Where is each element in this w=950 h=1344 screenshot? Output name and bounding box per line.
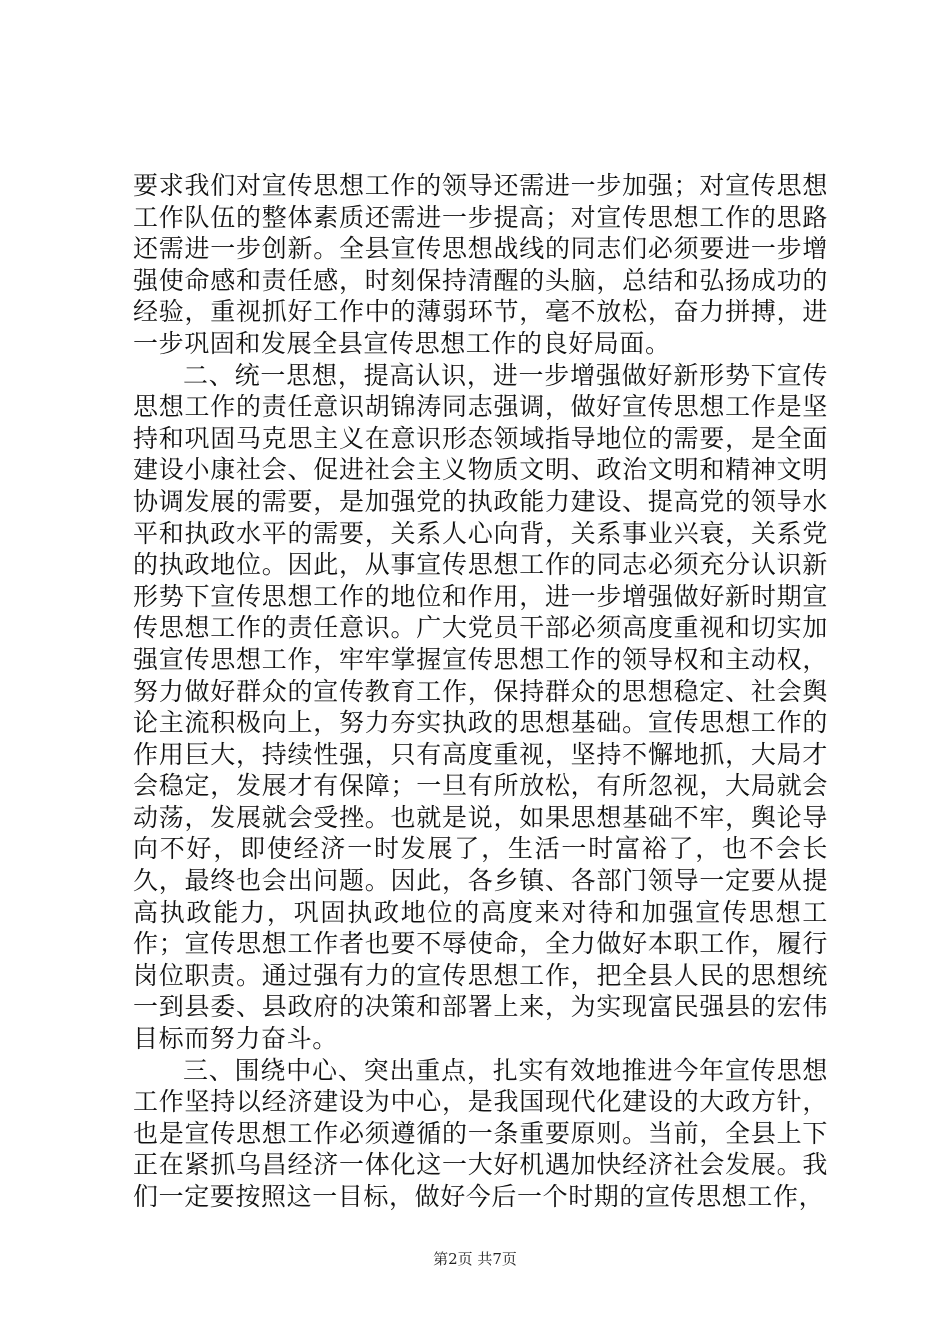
paragraph-section-two: 二、统一思想，提高认识，进一步增强做好新形势下宣传思想工作的责任意识胡锦涛同志强调，做好宣传思想工作是坚持和巩固马克思主义在意识形态领域指导地位的需要，是全面建设小康社会、促进社会主义物质文明、政治文明和精神文明协调发展的需要，是加强党的执政能力建设、提高党的领导水平和执政水平的需要，关系人心向背，关系事业兴衰，关系党的执政地位。因此，从事宣传思想工作的同志必须充分认识新形势下宣传思想工作的地位和作用，进一步增强做好新时期宣传思想工作的责任意识。广大党员干部必须高度重视和切实加强宣传思想工作，牢牢掌握宣传思想工作的领导权和主动权，努力做好群众的宣传教育工作，保持群众的思想稳定、社会舆论主流积极向上，努力夯实执政的思想基础。宣传思想工作的作用巨大，持续性强，只有高度重视，坚持不懈地抓，大局才会稳定，发展才有保障；一旦有所放松，有所忽视，大局就会动荡，发展就会受挫。也就是说，如果思想基础不牢，舆论导向不好，即使经济一时发展了，生活一时富裕了，也不会长久，最终也会出问题。因此，各乡镇、各部门领导一定要从提高执政能力，巩固执政地位的高度来对待和加强宣传思想工作；宣传思想工作者也要不辱使命，全力做好本职工作，履行岗位职责。通过强有力的宣传思想工作，把全县人民的思想统一到县委、县政府的决策和部署上来，为实现富民强县的宏伟目标而努力奋斗。 (133, 360, 828, 1054)
document-body (133, 170, 828, 1213)
page-number-footer: 第2页 共7页 (433, 1250, 517, 1268)
paragraph-section-three: 三、围绕中心、突出重点，扎实有效地推进今年宣传思想工作坚持以经济建设为中心，是我国现代化建设的大政方针，也是宣传思想工作必须遵循的一条重要原则。当前，全县上下正在紧抓乌昌经济一体化这一大好机遇加快经济社会发展。我们一定要按照这一目标，做好今后一个时期的宣传思想工作， (133, 1055, 828, 1211)
paragraph-continuation: 要求我们对宣传思想工作的领导还需进一步加强；对宣传思想工作队伍的整体素质还需进一步提高；对宣传思想工作的思路还需进一步创新。全县宣传思想战线的同志们必须要进一步增强使命感和责任感，时刻保持清醒的头脑，总结和弘扬成功的经验，重视抓好工作中的薄弱环节，毫不放松，奋力拼搏，进一步巩固和发展全县宣传思想工作的良好局面。 (133, 171, 828, 358)
